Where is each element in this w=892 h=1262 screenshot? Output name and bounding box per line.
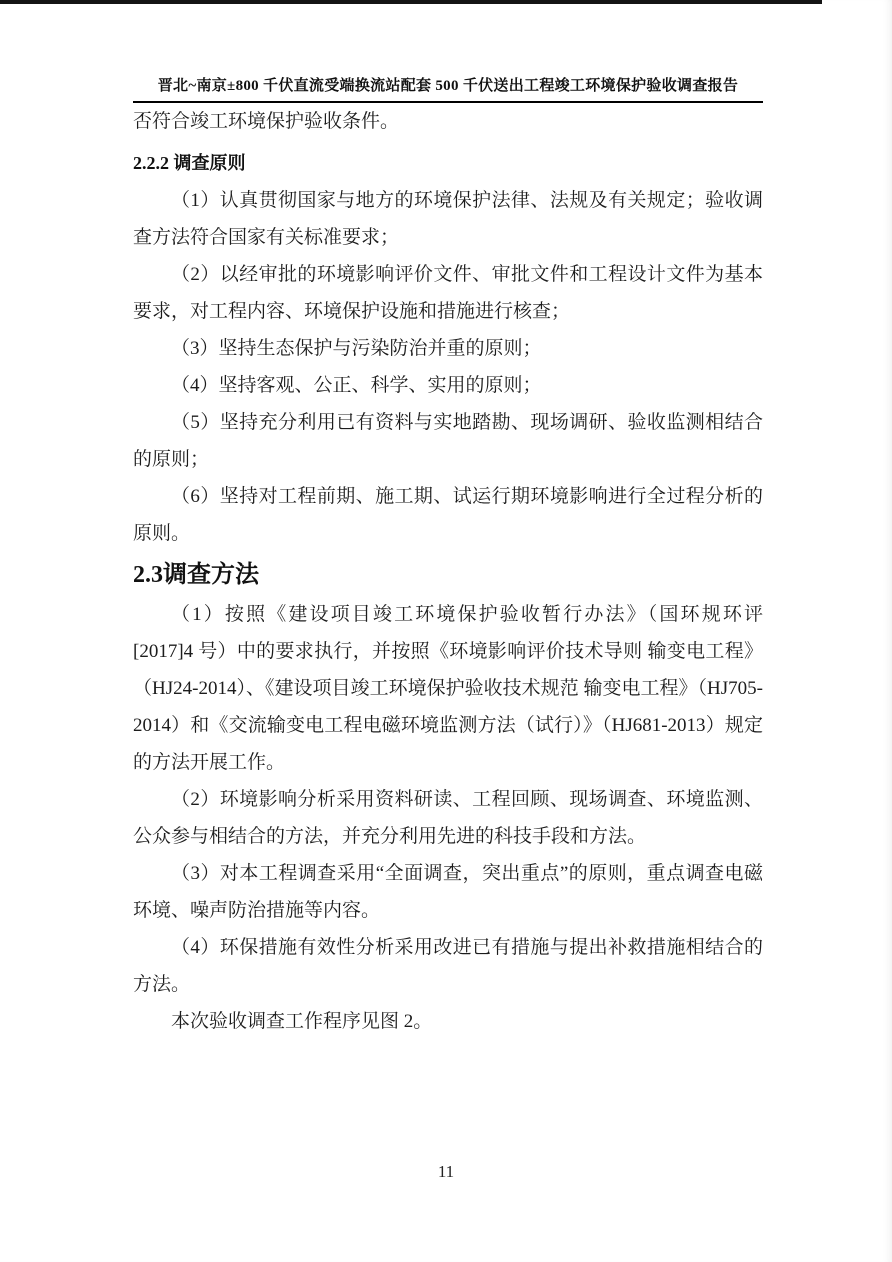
principle-item-6: （6）坚持对工程前期、施工期、试运行期环境影响进行全过程分析的原则。 (133, 486, 763, 544)
page-content (133, 76, 763, 1040)
page-number: 11 (437, 1162, 455, 1181)
method-paragraph-2: （2）环境影响分析采用资料研读、工程回顾、现场调查、环境监测、公众参与相结合的方法，并充分利用先进的科技手段和方法。 (133, 789, 763, 847)
section-heading-2-3: 2.3调查方法 (133, 562, 259, 588)
principle-item-3: （3）坚持生态保护与污染防治并重的原则； (171, 338, 542, 359)
section-heading-2-2-2: 2.2.2 调查原则 (133, 153, 246, 173)
principle-item-1: （1）认真贯彻国家与地方的环境保护法律、法规及有关规定；验收调查方法符合国家有关标准要求； (133, 190, 763, 248)
method-paragraph-3: （3）对本工程调查采用“全面调查，突出重点”的原则，重点调查电磁环境、噪声防治措施等内容。 (133, 863, 763, 921)
method-paragraph-5: 本次验收调查工作程序见图 2。 (171, 1011, 433, 1032)
method-paragraph-4: （4）环保措施有效性分析采用改进已有措施与提出补救措施相结合的方法。 (133, 937, 763, 995)
principle-item-5: （5）坚持充分利用已有资料与实地踏勘、现场调研、验收监测相结合的原则； (133, 412, 763, 470)
running-header-title: 晋北~南京±800 千伏直流受端换流站配套 500 千伏送出工程竣工环境保护验收调查报告 (133, 76, 763, 103)
intro-paragraph: 否符合竣工环境保护验收条件。 (133, 111, 400, 132)
method-paragraph-1: （1）按照《建设项目竣工环境保护验收暂行办法》（国环规环评[2017]4 号）中的要求执行，并按照《环境影响评价技术导则 输变电工程》（HJ24-2014）、《建设项目竣工环境保护验收技术规范 输变电工程》（HJ705-2014）和《交流输变电工程电磁环境监测方法（试行）》（HJ681-2013）规定的方法开展工作。 (133, 604, 763, 773)
scan-artifact-top-bar (0, 0, 822, 4)
principle-item-2: （2）以经审批的环境影响评价文件、审批文件和工程设计文件为基本要求，对工程内容、环境保护设施和措施进行核查； (133, 264, 763, 322)
principle-item-4: （4）坚持客观、公正、科学、实用的原则； (171, 375, 542, 396)
